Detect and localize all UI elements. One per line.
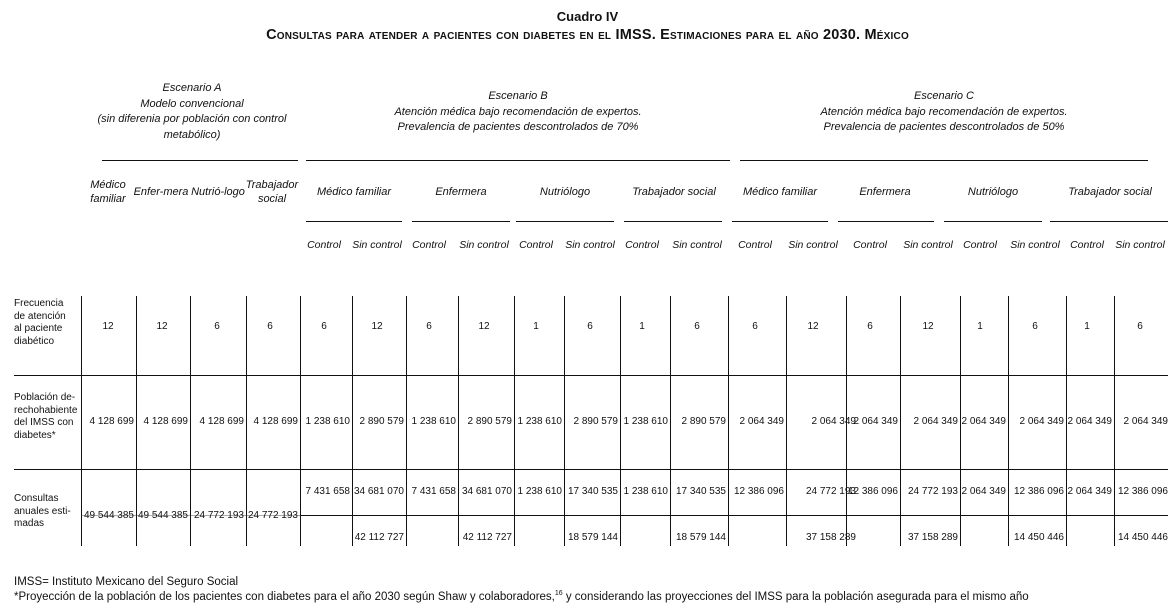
c-medico-rule xyxy=(732,221,828,222)
cell-consultas: 1 238 610 xyxy=(623,486,668,497)
row-label-frecuencia-l2: de atención xyxy=(14,310,66,322)
c-nutriologo-rule xyxy=(944,221,1042,222)
cell-consultas-a: 49 544 385 xyxy=(83,510,134,521)
footnote-abbrev: IMSS= Instituto Mexicano del Seguro Social xyxy=(14,576,239,588)
a-header-trabajador-l1: Trabajador xyxy=(245,179,299,191)
scenario-b-prevalence: Prevalencia de pacientes descontrolados de 70% xyxy=(397,121,639,133)
row-label-consultas-l3: madas xyxy=(14,518,45,529)
sub-header-control: Control xyxy=(1070,239,1104,251)
row-label-frecuencia xyxy=(14,298,89,348)
scenario-c-prevalence: Prevalencia de pacientes descontrolados de 50% xyxy=(823,121,1065,133)
a-header-nutriologo xyxy=(190,185,246,199)
b-medico-rule xyxy=(306,221,402,222)
sub-header-sin-control: Sin control xyxy=(459,239,509,251)
scenario-a-note: (sin diferenia por población con control xyxy=(97,113,287,125)
c-trabajador-rule xyxy=(1050,221,1168,222)
cell-consultas: 17 340 535 xyxy=(567,486,618,497)
cell-frecuencia: 12 xyxy=(807,321,819,332)
scenario-a-header xyxy=(80,81,304,143)
cell-poblacion: 2 064 349 xyxy=(1019,416,1064,427)
sub-header-sin-control: Sin control xyxy=(565,239,615,251)
sub-header-sin-control: Sin control xyxy=(352,239,402,251)
cell-consultas: 1 238 610 xyxy=(517,486,562,497)
c-header-medico: Médico familiar xyxy=(743,186,817,198)
cell-poblacion: 2 064 349 xyxy=(811,416,856,427)
b-header-nutriologo: Nutriólogo xyxy=(539,186,591,198)
cell-poblacion: 2 064 349 xyxy=(1067,416,1112,427)
row-label-frecuencia-l3: al paciente xyxy=(14,323,63,334)
grid-hline xyxy=(14,469,1168,470)
cell-consultas-a: 49 544 385 xyxy=(137,510,188,521)
row-label-frecuencia-l1: Frecuencia xyxy=(14,298,64,309)
cell-frecuencia: 6 xyxy=(1032,321,1038,332)
cell-frecuencia: 6 xyxy=(694,321,700,332)
a-header-medico-l2: familiar xyxy=(90,193,126,205)
row-label-poblacion-l3: del IMSS con xyxy=(14,417,74,428)
cell-frecuencia: 12 xyxy=(922,321,934,332)
scenario-a-rule xyxy=(102,160,298,161)
row-label-consultas-l1: Consultas xyxy=(14,493,59,504)
cell-consultas: 34 681 070 xyxy=(461,486,512,497)
c-header-nutriologo: Nutriólogo xyxy=(967,186,1019,198)
grid-hline xyxy=(300,515,1168,516)
cell-frecuencia: 12 xyxy=(102,321,114,332)
cell-consultas: 7 431 658 xyxy=(305,486,350,497)
cell-poblacion: 4 128 699 xyxy=(89,416,134,427)
grid-hline xyxy=(14,375,1168,376)
cell-consultas-total: 14 450 446 xyxy=(1013,532,1064,543)
b-header-medico: Médico familiar xyxy=(317,186,391,198)
cell-consultas: 24 772 193 xyxy=(805,486,856,497)
c-header-trabajador: Trabajador social xyxy=(1068,186,1152,198)
a-header-enfermera xyxy=(133,185,189,199)
sub-header-control: Control xyxy=(853,239,887,251)
cell-frecuencia: 6 xyxy=(867,321,873,332)
cell-consultas: 2 064 349 xyxy=(1067,486,1112,497)
sub-header-sin-control: Sin control xyxy=(1010,239,1060,251)
footnote-projection xyxy=(14,590,1029,605)
cell-poblacion: 2 890 579 xyxy=(359,416,404,427)
scenario-c-rule xyxy=(740,160,1148,161)
cell-consultas-total: 42 112 727 xyxy=(462,532,512,543)
scenario-b-model: Atención médica bajo recomendación de expertos. xyxy=(394,105,642,118)
cell-poblacion: 2 064 349 xyxy=(961,416,1006,427)
cell-frecuencia: 6 xyxy=(321,321,327,332)
sub-header-control: Control xyxy=(307,239,341,251)
cell-consultas-total: 14 450 446 xyxy=(1117,532,1168,543)
row-label-consultas-l2: anuales esti- xyxy=(14,505,71,517)
cell-frecuencia: 1 xyxy=(533,321,539,332)
row-label-poblacion-l1: Población de- xyxy=(14,392,76,403)
scenario-b-header xyxy=(306,89,730,136)
cell-frecuencia: 1 xyxy=(1084,321,1090,332)
footnote-reference: 16 xyxy=(554,590,563,598)
scenario-b-rule xyxy=(306,160,730,161)
sub-header-control: Control xyxy=(519,239,553,251)
row-label-poblacion-l2: rechohabiente xyxy=(14,404,78,416)
cell-poblacion: 1 238 610 xyxy=(623,416,668,427)
scenario-a-note-cont: metabólico) xyxy=(163,128,221,141)
row-label-frecuencia-l4: diabético xyxy=(14,335,55,347)
cell-poblacion: 2 890 579 xyxy=(573,416,618,427)
cell-consultas: 12 386 096 xyxy=(847,486,898,497)
cell-poblacion: 4 128 699 xyxy=(199,416,244,427)
cell-poblacion: 2 064 349 xyxy=(853,416,898,427)
sub-header-sin-control: Sin control xyxy=(788,239,838,251)
a-header-enfermera-l1: Enfer-mera xyxy=(133,186,189,198)
cell-consultas-total: 18 579 144 xyxy=(675,532,726,543)
cell-frecuencia: 1 xyxy=(639,321,645,332)
cell-consultas-a: 24 772 193 xyxy=(247,510,298,521)
sub-header-control: Control xyxy=(625,239,659,251)
sub-header-control: Control xyxy=(963,239,997,251)
footnote-projection-text-cont: y considerando las proyecciones del IMSS para la población asegurada para el mismo año xyxy=(562,591,1029,603)
cell-frecuencia: 12 xyxy=(371,321,383,332)
cell-consultas: 17 340 535 xyxy=(675,486,726,497)
cell-frecuencia: 6 xyxy=(267,321,273,332)
cell-consultas-total: 42 112 727 xyxy=(354,532,404,543)
cell-frecuencia: 12 xyxy=(478,321,490,332)
scenario-b-name: Escenario B xyxy=(488,90,548,102)
sub-header-sin-control: Sin control xyxy=(1115,239,1165,251)
cell-frecuencia: 6 xyxy=(426,321,432,332)
cell-poblacion: 1 238 610 xyxy=(305,416,350,427)
cell-poblacion: 4 128 699 xyxy=(143,416,188,427)
sub-header-control: Control xyxy=(738,239,772,251)
b-nutriologo-rule xyxy=(516,221,614,222)
cell-consultas: 34 681 070 xyxy=(353,486,404,497)
table-title: Consultas para atender a pacientes con diabetes en el IMSS. Estimaciones para el año 2030. México xyxy=(266,27,909,43)
b-enfermera-rule xyxy=(412,221,510,222)
b-header-trabajador: Trabajador social xyxy=(632,186,716,198)
b-header-enfermera: Enfermera xyxy=(435,186,487,198)
c-header-enfermera: Enfermera xyxy=(859,186,911,198)
sub-header-sin-control: Sin control xyxy=(903,239,953,251)
footnote-projection-text: *Proyección de la población de los pacientes con diabetes para el año 2030 según Shaw y colaboradores, xyxy=(14,591,555,603)
cell-consultas-total: 37 158 289 xyxy=(805,532,856,543)
cell-frecuencia: 6 xyxy=(752,321,758,332)
scenario-c-header xyxy=(740,89,1148,136)
cell-consultas: 7 431 658 xyxy=(411,486,456,497)
cell-frecuencia: 12 xyxy=(156,321,168,332)
cell-poblacion: 1 238 610 xyxy=(411,416,456,427)
scenario-a-model: Modelo convencional xyxy=(140,97,244,110)
a-header-trabajador-l2: social xyxy=(257,193,287,205)
cell-frecuencia: 1 xyxy=(977,321,983,332)
cell-poblacion: 2 064 349 xyxy=(913,416,958,427)
table-number: Cuadro IV xyxy=(556,9,619,24)
cell-poblacion: 2 064 349 xyxy=(739,416,784,427)
cell-consultas-total: 18 579 144 xyxy=(567,532,618,543)
cell-poblacion: 4 128 699 xyxy=(253,416,298,427)
cell-poblacion: 2 890 579 xyxy=(681,416,726,427)
scenario-c-model: Atención médica bajo recomendación de expertos. xyxy=(820,105,1068,118)
a-header-medico xyxy=(84,178,132,206)
scenario-a-name: Escenario A xyxy=(162,82,222,94)
a-header-medico-l1: Médico xyxy=(90,179,126,191)
sub-header-sin-control: Sin control xyxy=(672,239,722,251)
cell-frecuencia: 6 xyxy=(1137,321,1143,332)
cell-consultas-total: 37 158 289 xyxy=(907,532,958,543)
cell-consultas: 12 386 096 xyxy=(1013,486,1064,497)
b-trabajador-rule xyxy=(624,221,722,222)
scenario-c-name: Escenario C xyxy=(914,90,974,102)
a-header-nutriologo-l1: Nutrió-logo xyxy=(191,186,245,198)
cell-consultas: 12 386 096 xyxy=(733,486,784,497)
a-header-trabajador xyxy=(244,178,300,206)
cell-consultas: 2 064 349 xyxy=(961,486,1006,497)
cell-frecuencia: 6 xyxy=(214,321,220,332)
cell-consultas-a: 24 772 193 xyxy=(193,510,244,521)
sub-header-control: Control xyxy=(412,239,446,251)
cell-consultas: 24 772 193 xyxy=(907,486,958,497)
cell-poblacion: 1 238 610 xyxy=(517,416,562,427)
row-label-poblacion-l4: diabetes* xyxy=(14,429,56,441)
c-enfermera-rule xyxy=(838,221,934,222)
cell-frecuencia: 6 xyxy=(587,321,593,332)
cell-poblacion: 2 890 579 xyxy=(467,416,512,427)
cell-poblacion: 2 064 349 xyxy=(1123,416,1168,427)
cell-consultas: 12 386 096 xyxy=(1117,486,1168,497)
